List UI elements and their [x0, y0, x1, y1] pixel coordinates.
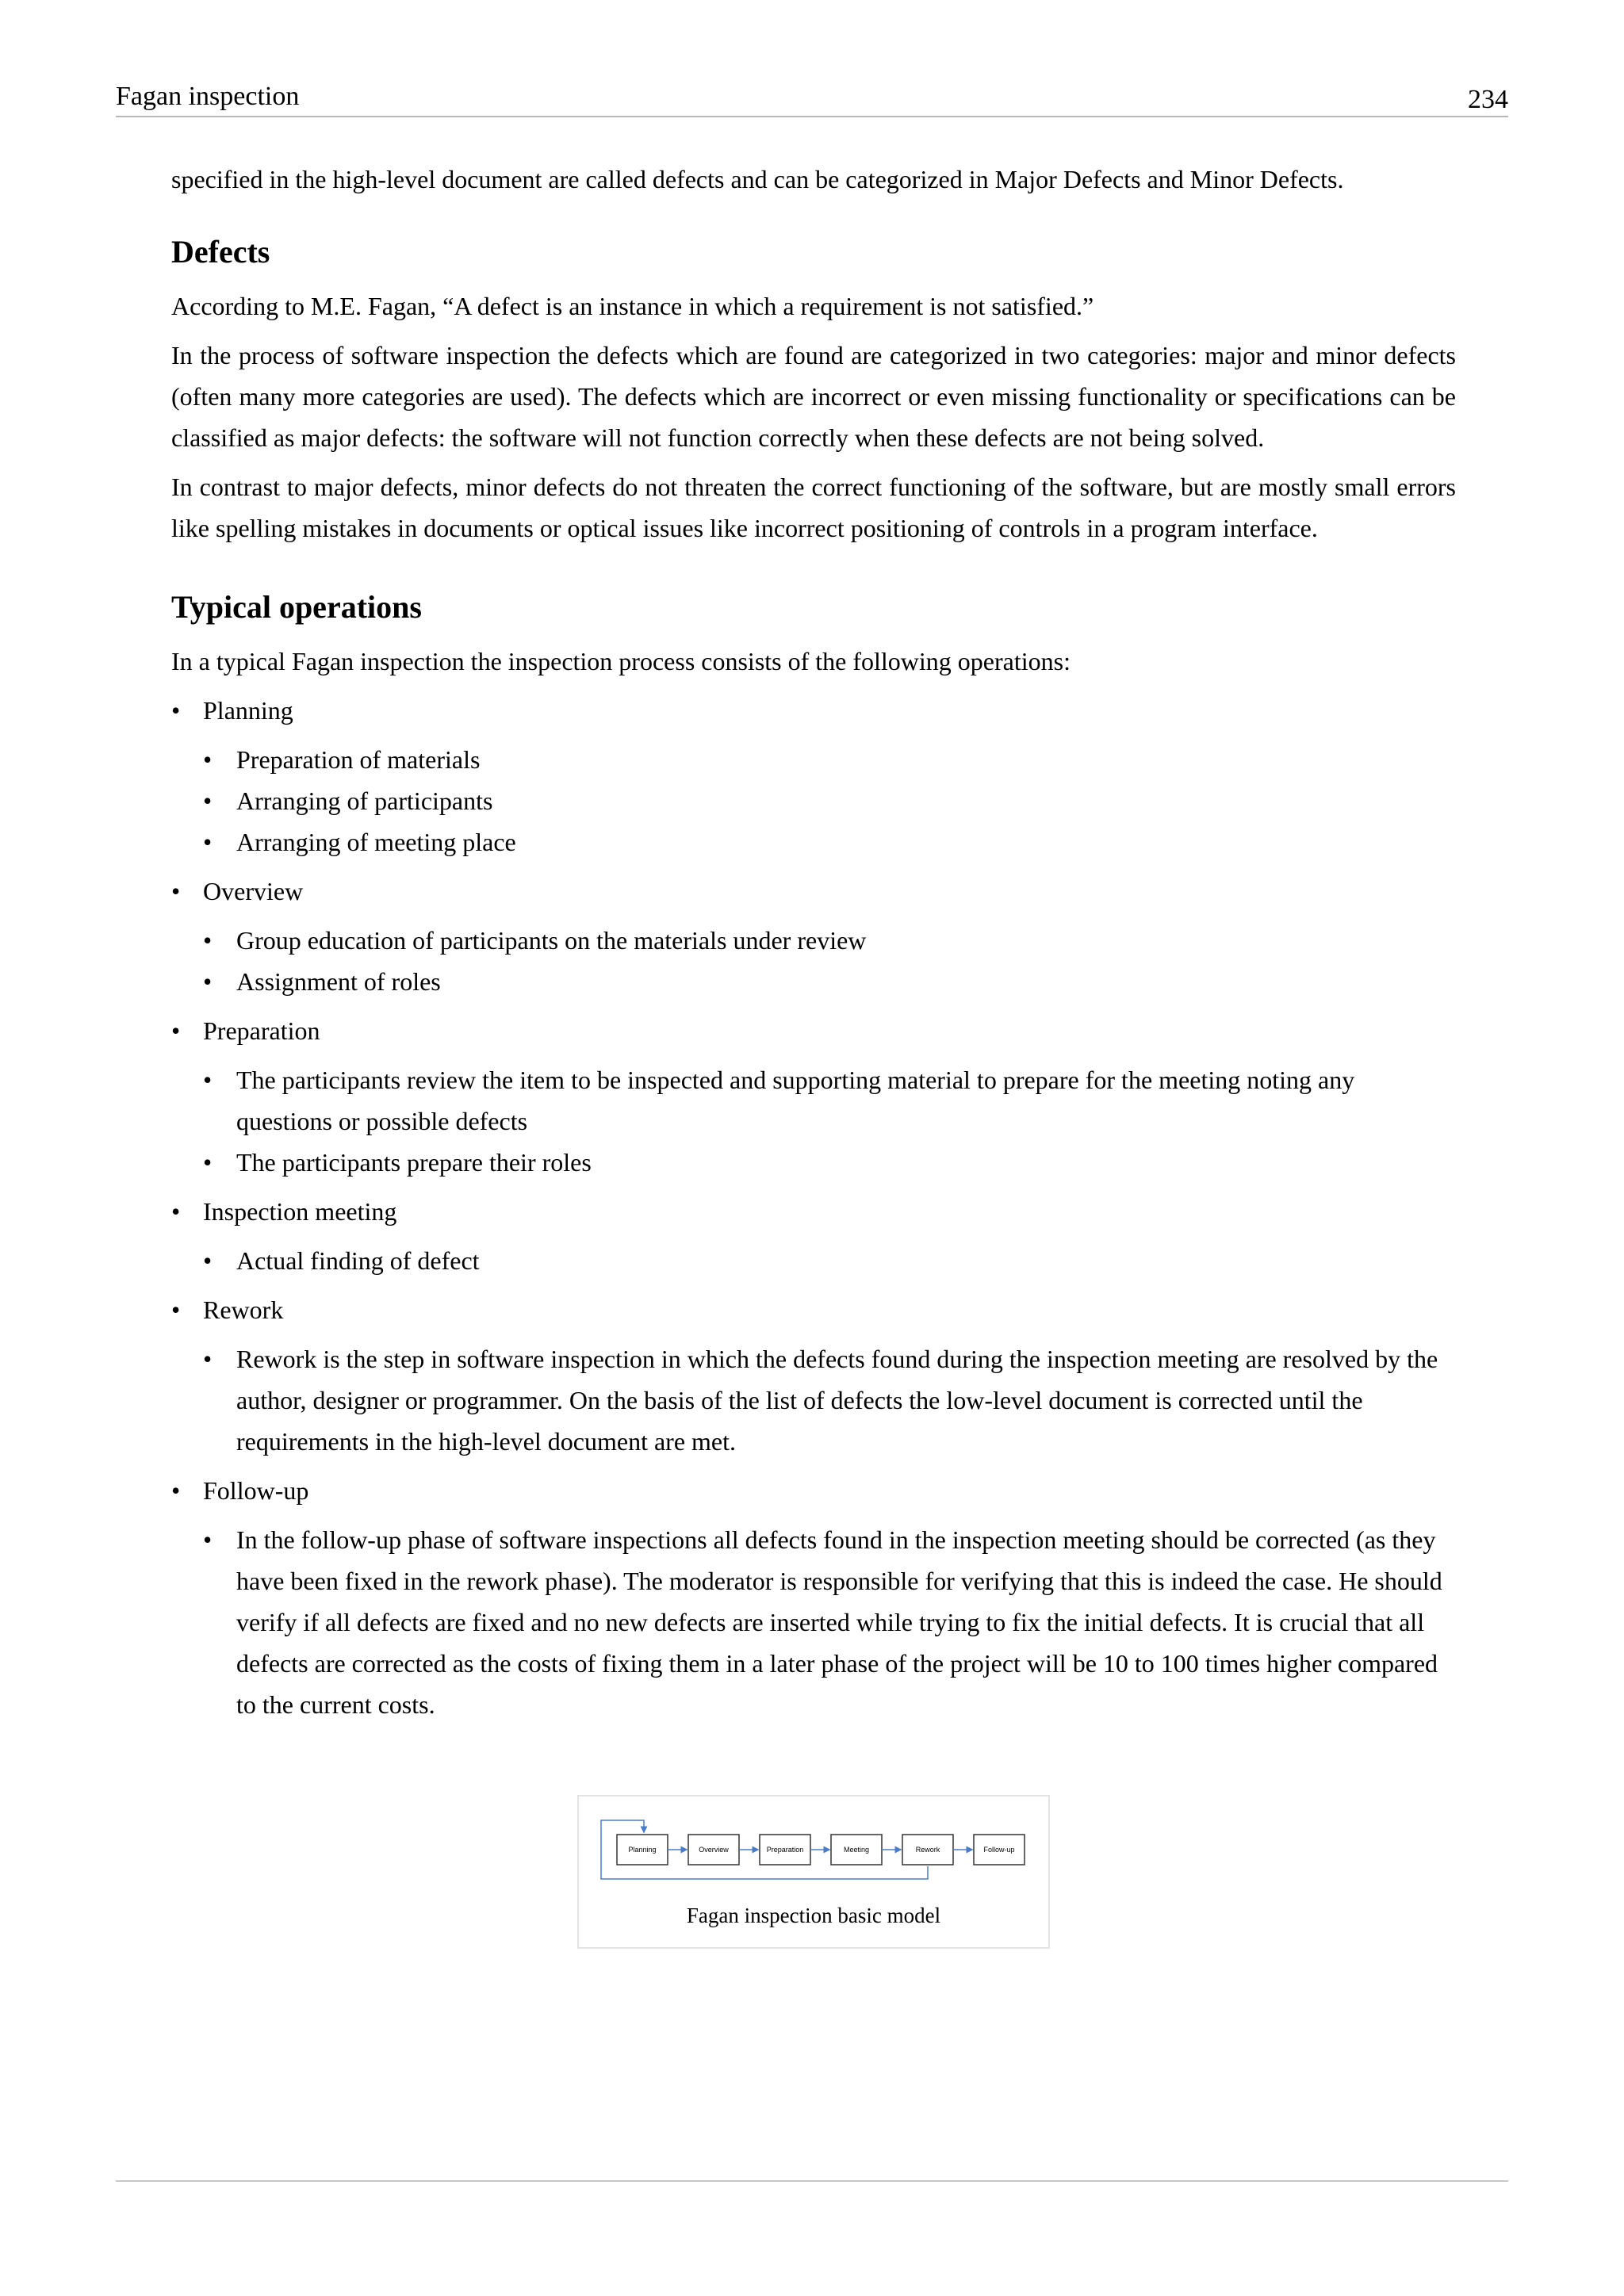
footer-rule: [116, 2180, 1508, 2182]
operation-sublist: [203, 1059, 1456, 1183]
operation-label: Follow-up: [203, 1476, 309, 1505]
operation-item: [171, 1191, 1456, 1281]
operation-subitem: • Preparation of materials: [203, 739, 1456, 780]
operation-sublist: [203, 1519, 1456, 1725]
operation-label: Rework: [203, 1295, 284, 1324]
figure-caption: Fagan inspection basic model: [686, 1904, 941, 1927]
operation-subitem: • Group education of participants on the materials under review: [203, 920, 1456, 961]
operation-label: Preparation: [203, 1016, 320, 1045]
operation-item: [171, 690, 1456, 863]
operation-subitem: • The participants prepare their roles: [203, 1142, 1456, 1183]
page-number: 234: [1468, 85, 1508, 114]
step-label-preparation: Preparation: [766, 1846, 804, 1854]
intro-paragraph: specified in the high-level document are called defects and can be categorized in Major Defects and Minor Defects.: [171, 165, 1344, 193]
step-label-rework: Rework: [915, 1846, 940, 1854]
running-title: Fagan inspection: [116, 82, 300, 111]
operations-intro: In a typical Fagan inspection the inspection process consists of the following operations:: [171, 647, 1071, 675]
step-label-overview: Overview: [699, 1846, 729, 1854]
operation-subitem: • Assignment of roles: [203, 961, 1456, 1002]
step-label-planning: Planning: [628, 1846, 657, 1854]
operation-subitem: • Arranging of participants: [203, 780, 1456, 821]
operation-sublist: [203, 920, 1456, 1002]
step-label-follow-up: Follow-up: [983, 1846, 1015, 1854]
operation-label: Inspection meeting: [203, 1197, 397, 1226]
step-label-meeting: Meeting: [843, 1846, 870, 1854]
operation-sublist: [203, 1338, 1456, 1462]
defects-heading: Defects: [171, 234, 270, 270]
operation-sublist: [203, 739, 1456, 863]
operation-subitem: • The participants review the item to be inspected and supporting material to prepare for the meeting noting any questions or possible defects: [203, 1059, 1456, 1142]
operation-label: Overview: [203, 877, 304, 905]
operation-sublist: [203, 1240, 1456, 1281]
operation-item: [171, 1289, 1456, 1462]
operation-subitem: • Arranging of meeting place: [203, 821, 1456, 863]
operation-subitem: • Actual finding of defect: [203, 1240, 1456, 1281]
defects-paragraph: According to M.E. Fagan, “A defect is an instance in which a requirement is not satisfied.”: [171, 292, 1094, 320]
page-header: [116, 78, 1508, 117]
fagan-model-diagram: [579, 1797, 1048, 1900]
operations-heading: Typical operations: [171, 589, 422, 625]
defects-paragraph: In contrast to major defects, minor defects do not threaten the correct functioning of the software, but are mostly small errors like spelling mistakes in documents or optical issues like incorrect positioning of controls in a program interface.: [171, 473, 1456, 542]
operation-label: Planning: [203, 696, 293, 725]
page-body: [171, 159, 1456, 1733]
operation-item: [171, 871, 1456, 1002]
operation-subitem: • Rework is the step in software inspection in which the defects found during the inspection meeting are resolved by the author, designer or programmer. On the basis of the list of defects the low-level document is corrected until the requirements in the high-level document are met.: [203, 1338, 1456, 1462]
operation-subitem: • In the follow-up phase of software inspections all defects found in the inspection meeting should be corrected (as they have been fixed in the rework phase). The moderator is responsible for verifying that this is indeed the case. He should verify if all defects are fixed and no new defects are inserted while trying to fix the initial defects. It is crucial that all defects are corrected as the costs of fixing them in a later phase of the project will be 10 to 100 times higher compared to the current costs.: [203, 1519, 1456, 1725]
operation-item: [171, 1010, 1456, 1183]
operations-list: [171, 690, 1456, 1725]
operation-item: [171, 1470, 1456, 1725]
defects-paragraph: In the process of software inspection the defects which are found are categorized in two categories: major and minor defects (often many more categories are used). The defects which are incorrect or even missing functionality or specifications can be classified as major defects: the software will not function correctly when these defects are not being solved.: [171, 341, 1456, 452]
fagan-model-figure: [577, 1795, 1050, 1949]
